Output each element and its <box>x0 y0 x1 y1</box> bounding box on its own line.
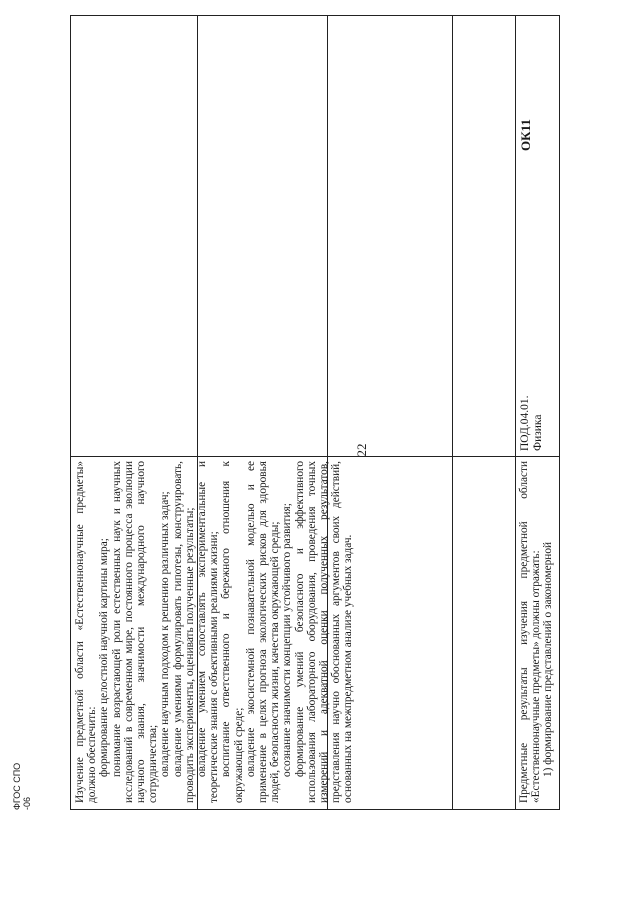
rotated-table <box>70 15 560 810</box>
paragraph-9: формирование умений безопасного и эффективного использования лабораторного оборудования, проведения точных измерений и адекватной оценки полученных результатов, представления научно обоснованных аргументов своих действий, основанных на межпредметном анализе учебных задач. <box>293 461 355 803</box>
paragraph-0: Изучение предметной области «Естественнонаучные предметы» должно обеспечить: <box>74 461 99 803</box>
table-border-top <box>70 16 71 809</box>
column-divider-3 <box>452 16 453 809</box>
bottom-paragraph-1: 1) формирование представлений о закономерной <box>542 541 555 777</box>
footer-code: ФГОС СПО -06 <box>12 762 32 810</box>
page-number: 22 <box>354 443 369 457</box>
paragraph-3: овладение научным подходом к решению различных задач; <box>159 491 172 777</box>
subject-code-cell <box>519 331 559 451</box>
paragraph-1: формирование целостной научной картины мира; <box>98 538 111 777</box>
column-divider-4 <box>515 16 516 809</box>
paragraph-2: понимание возрастающей роли естественных наук и научных исследований в современном мире, постоянного процесса эволюции научного знания, значимости международного научного сотрудничества; <box>110 461 160 803</box>
table-border-bottom <box>559 16 560 809</box>
row-divider <box>70 456 560 457</box>
bottom-row-text <box>518 461 558 803</box>
paragraph-5: овладение умением сопоставлять экспериментальные и теоретические знания с объективными реалиями жизни; <box>196 461 221 803</box>
competency-cell <box>519 91 559 151</box>
bottom-paragraph-0: Предметные результаты изучения предметной области «Естественнонаучные предметы» должны отражать: <box>518 461 543 803</box>
subject-name: Физика <box>532 414 544 451</box>
paragraph-4: овладение умениями формулировать гипотезы, конструировать, проводить эксперименты, оценивать полученные результаты; <box>171 461 196 803</box>
paragraph-6: воспитание ответственного и бережного отношения к окружающей среде; <box>220 461 245 803</box>
top-row-text <box>74 461 355 803</box>
subject-code: ПОД.04.01. <box>519 395 531 451</box>
competency-code: ОК11 <box>518 119 533 151</box>
paragraph-7: овладение экосистемной познавательной моделью и ее применение в целях прогноза экологических рисков для здоровья людей, безопасности жизни, качества окружающей среды; <box>244 461 282 803</box>
paragraph-8: осознание значимости концепции устойчивого развития; <box>281 503 294 777</box>
